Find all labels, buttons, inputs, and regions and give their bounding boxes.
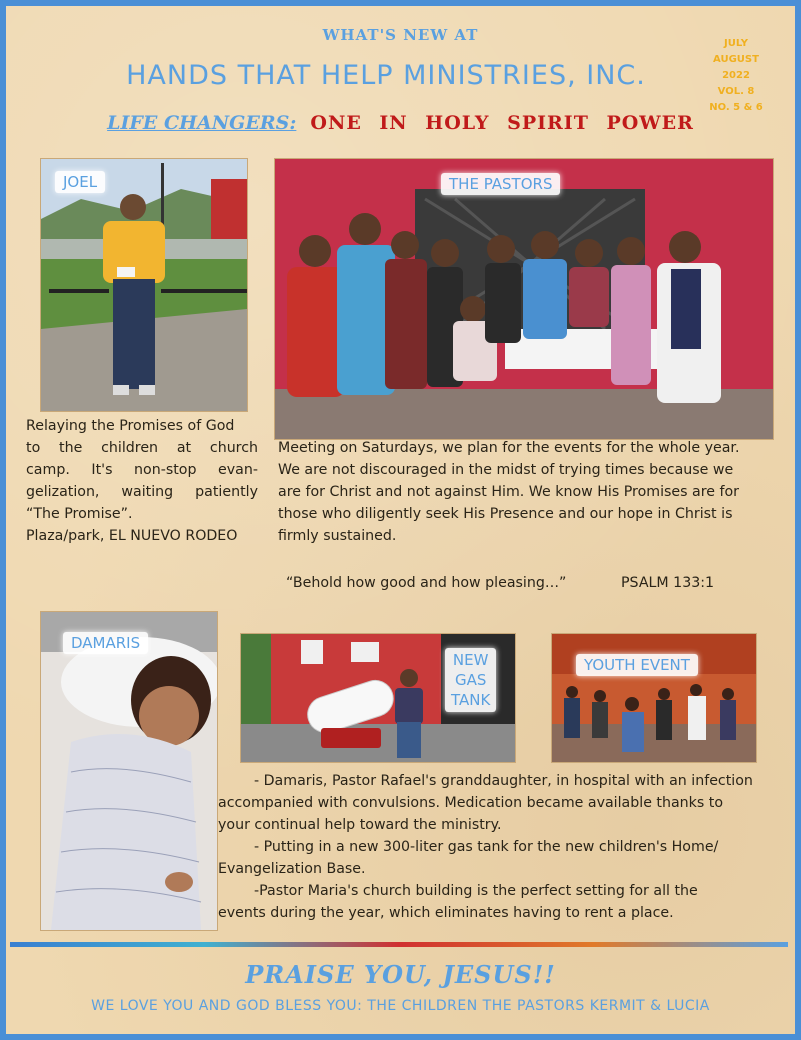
joel-photo: [40, 158, 248, 412]
joel-caption: [26, 415, 258, 547]
issue-volume: VOL. 8: [717, 86, 755, 97]
pastors-label: THE PASTORS: [441, 173, 560, 195]
joel-caption-line: “The Promise”.: [26, 506, 133, 522]
psalm-quote: “Behold how good and how pleasing…”: [286, 575, 567, 591]
update-line: your continual help toward the ministry.: [218, 817, 502, 833]
update-line: - Putting in a new 300-liter gas tank for the new children's Home/: [254, 839, 719, 855]
update-line: events during the year, which eliminates having to rent a place.: [218, 905, 674, 921]
pastors-photo-image: [275, 159, 773, 439]
youth-event-photo: [551, 633, 757, 763]
issue-number: NO. 5 & 6: [709, 102, 763, 113]
tagline-life-changers: LIFE CHANGERS:: [107, 112, 297, 134]
joel-photo-image: [41, 159, 247, 411]
pastors-caption-line: Meeting on Saturdays, we plan for the events for the whole year.: [278, 440, 740, 456]
org-name-title: HANDS THAT HELP MINISTRIES, INC.: [126, 60, 646, 91]
pastors-caption-line: those who diligently seek His Presence and our hope in Christ is: [278, 506, 733, 522]
update-line: -Pastor Maria's church building is the perfect setting for all the: [254, 883, 698, 899]
whats-new-heading: WHAT'S NEW AT: [322, 26, 479, 44]
joel-caption-line: to the children at church: [26, 440, 258, 456]
damaris-label: DAMARIS: [63, 632, 148, 654]
issue-info: [696, 36, 776, 116]
psalm-reference: PSALM 133:1: [621, 575, 715, 591]
youth-event-label: YOUTH EVENT: [576, 654, 698, 676]
pastors-caption-line: firmly sustained.: [278, 528, 397, 544]
joel-caption-line: Relaying the Promises of God: [26, 418, 235, 434]
issue-month2: AUGUST: [713, 54, 759, 65]
update-line: Evangelization Base.: [218, 861, 366, 877]
joel-label: JOEL: [55, 171, 105, 193]
divider-rule: [10, 942, 788, 947]
damaris-photo-image: [41, 612, 217, 930]
gas-tank-photo: [240, 633, 516, 763]
joel-caption-line: Plaza/park, EL NUEVO RODEO: [26, 528, 238, 544]
issue-month: JULY: [724, 38, 748, 49]
issue-year: 2022: [722, 70, 750, 81]
damaris-photo: [40, 611, 218, 931]
pastors-caption: [278, 437, 778, 547]
update-line: - Damaris, Pastor Rafael's granddaughter, in hospital with an infection: [254, 773, 753, 789]
praise-heading: PRAISE YOU, JESUS!!: [245, 960, 556, 989]
tagline-holy-spirit: ONE IN HOLY SPIRIT POWER: [310, 112, 694, 134]
gas-tank-label-line: TANK: [451, 691, 491, 709]
closing-line: WE LOVE YOU AND GOD BLESS YOU: THE CHILDREN THE PASTORS KERMIT & LUCIA: [91, 998, 710, 1014]
updates-text: [218, 770, 794, 924]
pastors-photo: [274, 158, 774, 440]
joel-caption-line: gelization, waiting patiently: [26, 484, 258, 500]
pastors-caption-line: are for Christ and not against Him. We know His Promises are for: [278, 484, 739, 500]
newsletter-page: [6, 6, 795, 1034]
gas-tank-label-line: NEW: [452, 651, 489, 669]
update-line: accompanied with convulsions. Medication became available thanks to: [218, 795, 724, 811]
joel-caption-line: camp. It's non-stop evan-: [26, 462, 258, 478]
gas-tank-label-line: GAS: [454, 671, 487, 689]
pastors-caption-line: We are not discouraged in the midst of trying times because we: [278, 462, 734, 478]
gas-tank-label: [445, 648, 496, 712]
tagline: [6, 112, 795, 134]
